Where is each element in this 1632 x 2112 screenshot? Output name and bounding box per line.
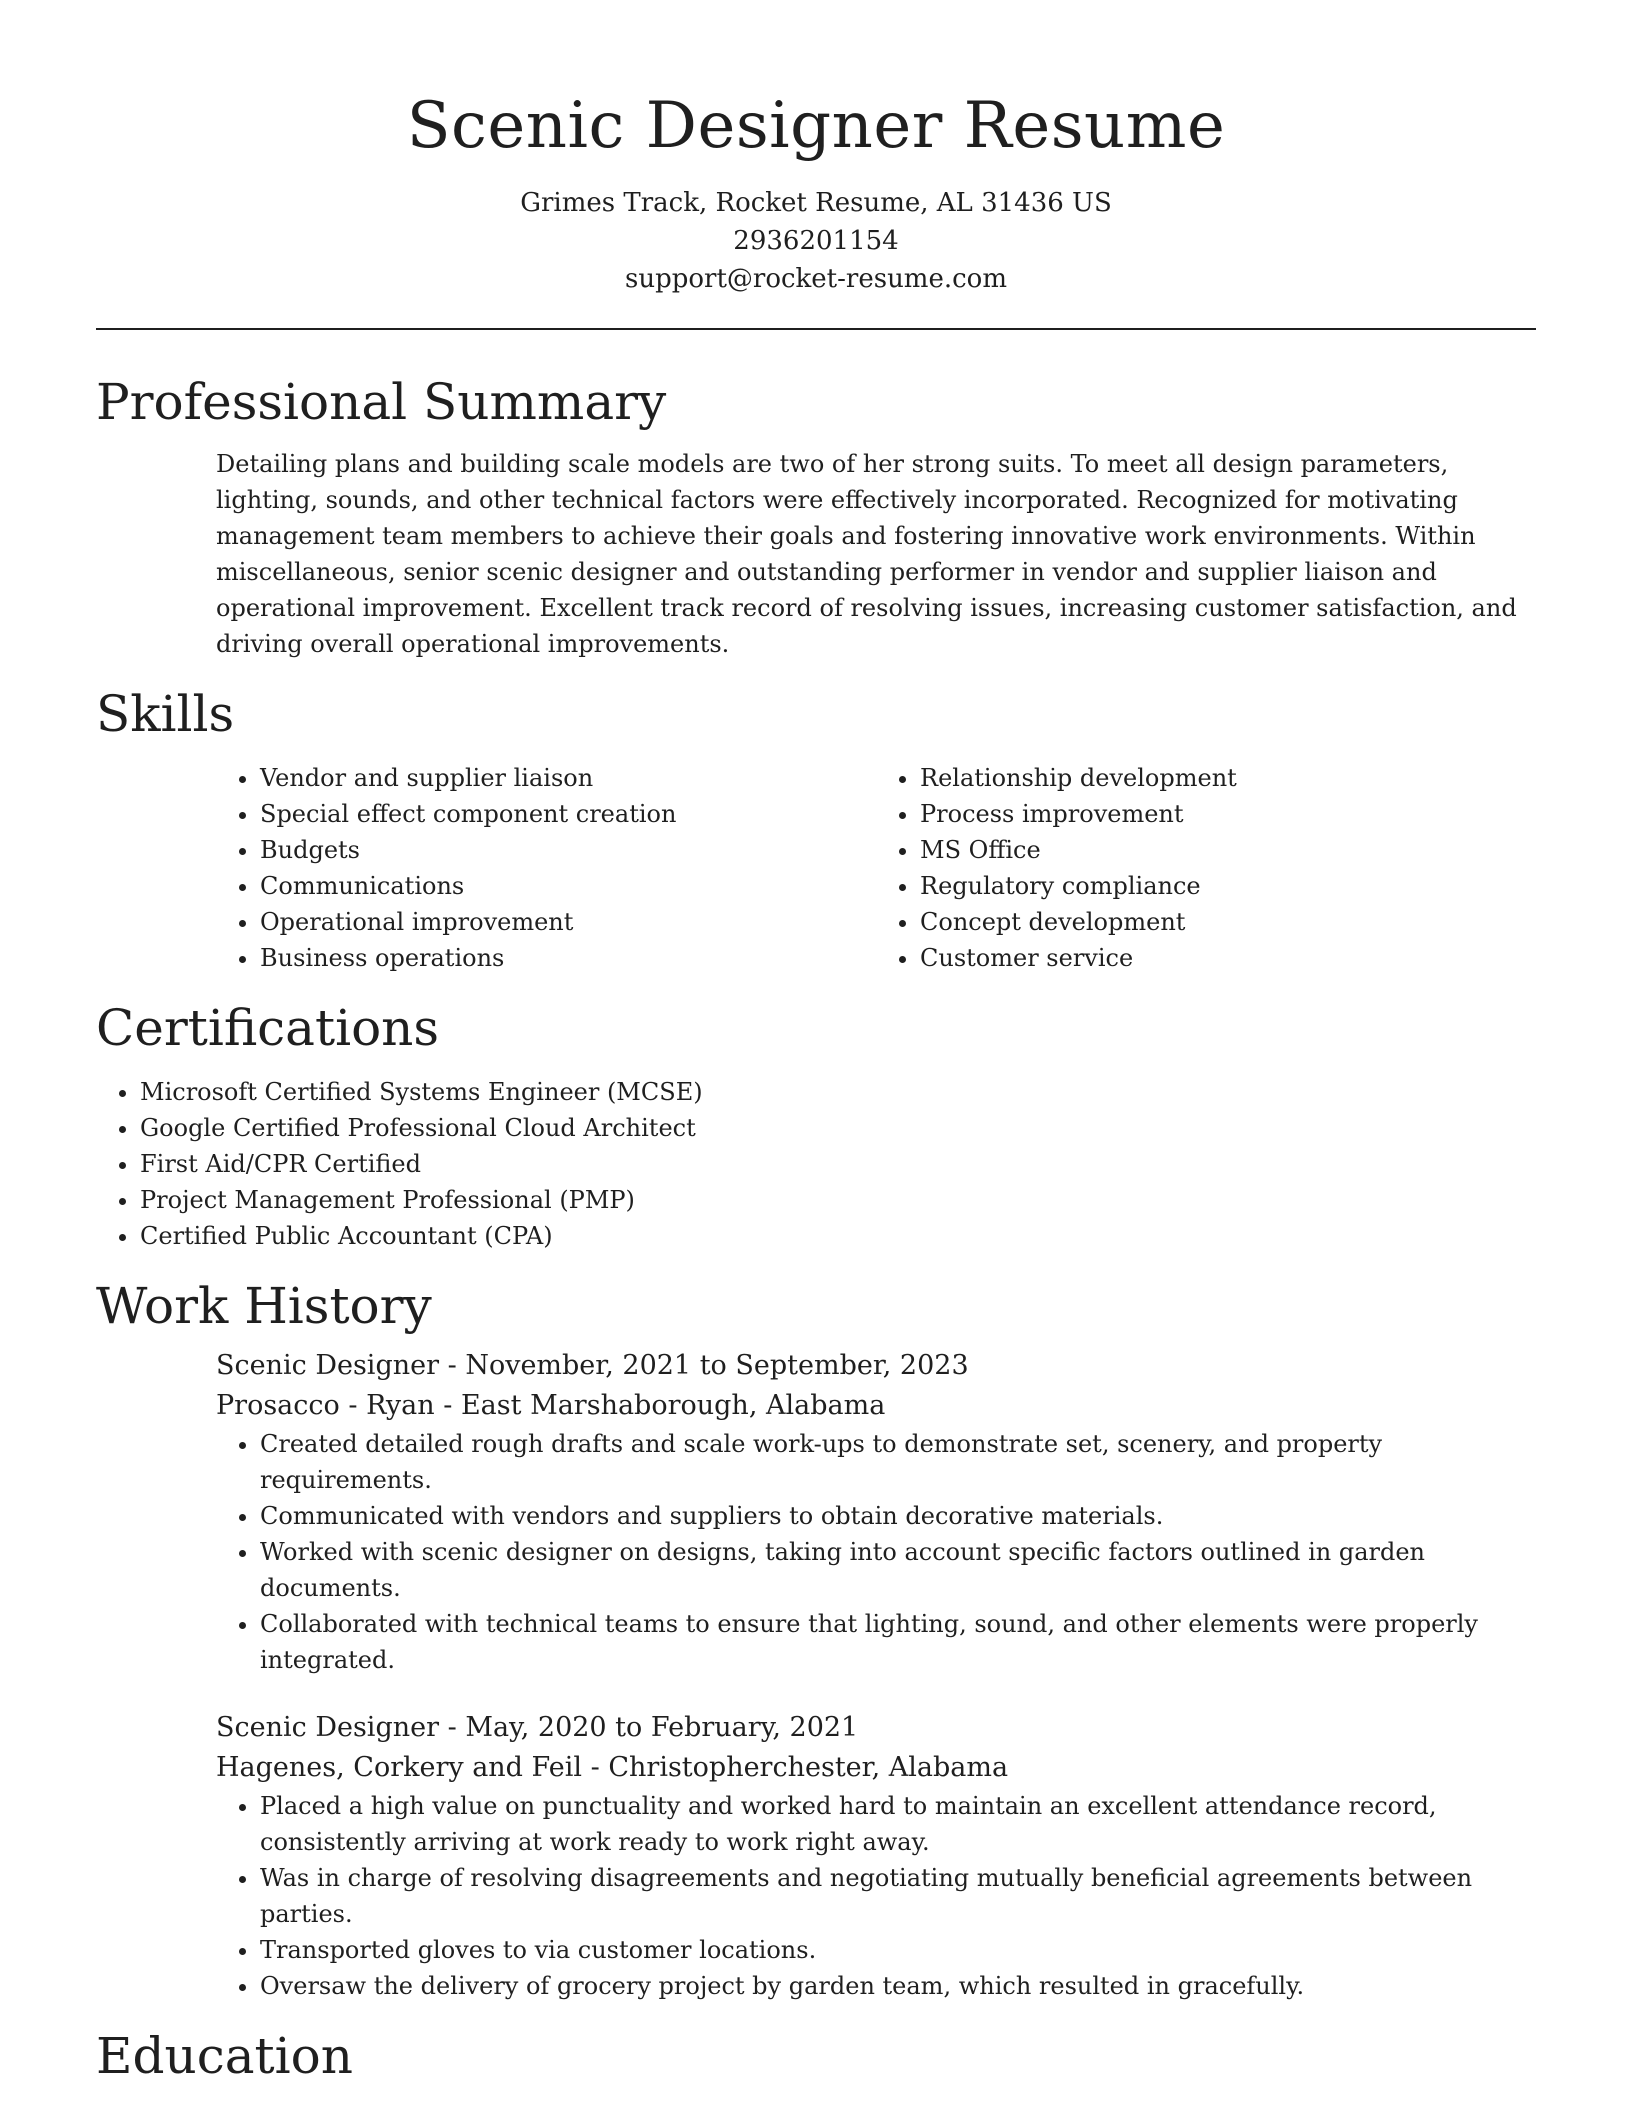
job-dates: November, 2021 to September, 2023 bbox=[465, 1350, 969, 1381]
list-item: • Communicated with vendors and suppliers to obtain decorative materials. bbox=[260, 1498, 1536, 1534]
list-item: • Project Management Professional (PMP) bbox=[140, 1182, 1536, 1218]
list-item: • Concept development bbox=[920, 904, 1536, 940]
list-item: • Transported gloves to via customer locations. bbox=[260, 1932, 1536, 1968]
job-entry bbox=[216, 1346, 1536, 1678]
summary-text: Detailing plans and building scale models are two of her strong suits. To meet all design parameters, lighting, sounds, and other technical factors were effectively incorporated. Recognized for motivating management team members to achieve their goals and fostering innovative work environments. Within miscellaneous, senior scenic designer and outstanding performer in vendor and supplier liaison and operational improvement. Excellent track record of resolving issues, increasing customer satisfaction, and driving overall operational improvements. bbox=[216, 450, 1517, 658]
email: support@rocket-resume.com bbox=[624, 264, 1007, 294]
list-item: • Process improvement bbox=[920, 796, 1536, 832]
certifications-list bbox=[96, 1074, 1536, 1254]
education-section bbox=[96, 2024, 1536, 2088]
certifications-heading: Certifications bbox=[96, 999, 440, 1057]
list-item: • Vendor and supplier liaison bbox=[260, 760, 876, 796]
resume-page bbox=[96, 0, 1536, 2088]
job-company: Hagenes, Corkery and Feil bbox=[216, 1752, 583, 1783]
skills-section bbox=[96, 682, 1536, 976]
list-item: • Business operations bbox=[260, 940, 876, 976]
education-heading: Education bbox=[96, 2027, 353, 2085]
work-history-section bbox=[96, 1274, 1536, 2004]
job-role: Scenic Designer bbox=[216, 1712, 440, 1743]
phone: 2936201154 bbox=[733, 226, 899, 256]
list-item: • Operational improvement bbox=[260, 904, 876, 940]
skills-columns bbox=[216, 760, 1536, 976]
job-company-line: Hagenes, Corkery and Feil - Christopherchester, Alabama bbox=[216, 1752, 1009, 1783]
list-item: • Regulatory compliance bbox=[920, 868, 1536, 904]
job-company-line: Prosacco - Ryan - East Marshaborough, Alabama bbox=[216, 1390, 886, 1421]
list-item: • Collaborated with technical teams to ensure that lighting, sound, and other elements were properly integrated. bbox=[260, 1606, 1536, 1678]
job-dates: May, 2020 to February, 2021 bbox=[465, 1712, 859, 1743]
address: Grimes Track, Rocket Resume, AL 31436 US bbox=[520, 188, 1112, 218]
skills-heading: Skills bbox=[96, 685, 235, 743]
list-item: • Relationship development bbox=[920, 760, 1536, 796]
list-item: • Special effect component creation bbox=[260, 796, 876, 832]
list-item: • Certified Public Accountant (CPA) bbox=[140, 1218, 1536, 1254]
summary-heading: Professional Summary bbox=[96, 373, 667, 431]
job-entry bbox=[216, 1708, 1536, 2004]
contact-info bbox=[96, 184, 1536, 298]
resume-header bbox=[96, 0, 1536, 298]
job-location: East Marshaborough, Alabama bbox=[460, 1390, 886, 1421]
list-item: • Budgets bbox=[260, 832, 876, 868]
list-item: • Worked with scenic designer on designs, taking into account specific factors outlined in garden documents. bbox=[260, 1534, 1536, 1606]
job-duties bbox=[216, 1788, 1536, 2004]
skills-list-right bbox=[876, 760, 1536, 976]
resume-title: Scenic Designer Resume bbox=[406, 89, 1226, 163]
list-item: • Customer service bbox=[920, 940, 1536, 976]
list-item: • Was in charge of resolving disagreements and negotiating mutually beneficial agreements between parties. bbox=[260, 1860, 1536, 1932]
list-item: • First Aid/CPR Certified bbox=[140, 1146, 1536, 1182]
list-item: • Google Certified Professional Cloud Architect bbox=[140, 1110, 1536, 1146]
list-item: • Microsoft Certified Systems Engineer (MCSE) bbox=[140, 1074, 1536, 1110]
list-item: • Placed a high value on punctuality and worked hard to maintain an excellent attendance record, consistently arriving at work ready to work right away. bbox=[260, 1788, 1536, 1860]
job-location: Christopherchester, Alabama bbox=[608, 1752, 1009, 1783]
job-company: Prosacco - Ryan bbox=[216, 1390, 435, 1421]
summary-section bbox=[96, 370, 1536, 662]
job-role-line: Scenic Designer - November, 2021 to September, 2023 bbox=[216, 1350, 969, 1381]
list-item: • Oversaw the delivery of grocery project by garden team, which resulted in gracefully. bbox=[260, 1968, 1536, 2004]
list-item: • Communications bbox=[260, 868, 876, 904]
certifications-section bbox=[96, 996, 1536, 1254]
list-item: • Created detailed rough drafts and scale work-ups to demonstrate set, scenery, and property requirements. bbox=[260, 1426, 1536, 1498]
work-history-heading: Work History bbox=[96, 1277, 432, 1335]
header-divider bbox=[96, 328, 1536, 330]
list-item: • MS Office bbox=[920, 832, 1536, 868]
job-role: Scenic Designer bbox=[216, 1350, 440, 1381]
job-duties bbox=[216, 1426, 1536, 1678]
skills-list-left bbox=[216, 760, 876, 976]
job-role-line: Scenic Designer - May, 2020 to February, 2021 bbox=[216, 1712, 859, 1743]
